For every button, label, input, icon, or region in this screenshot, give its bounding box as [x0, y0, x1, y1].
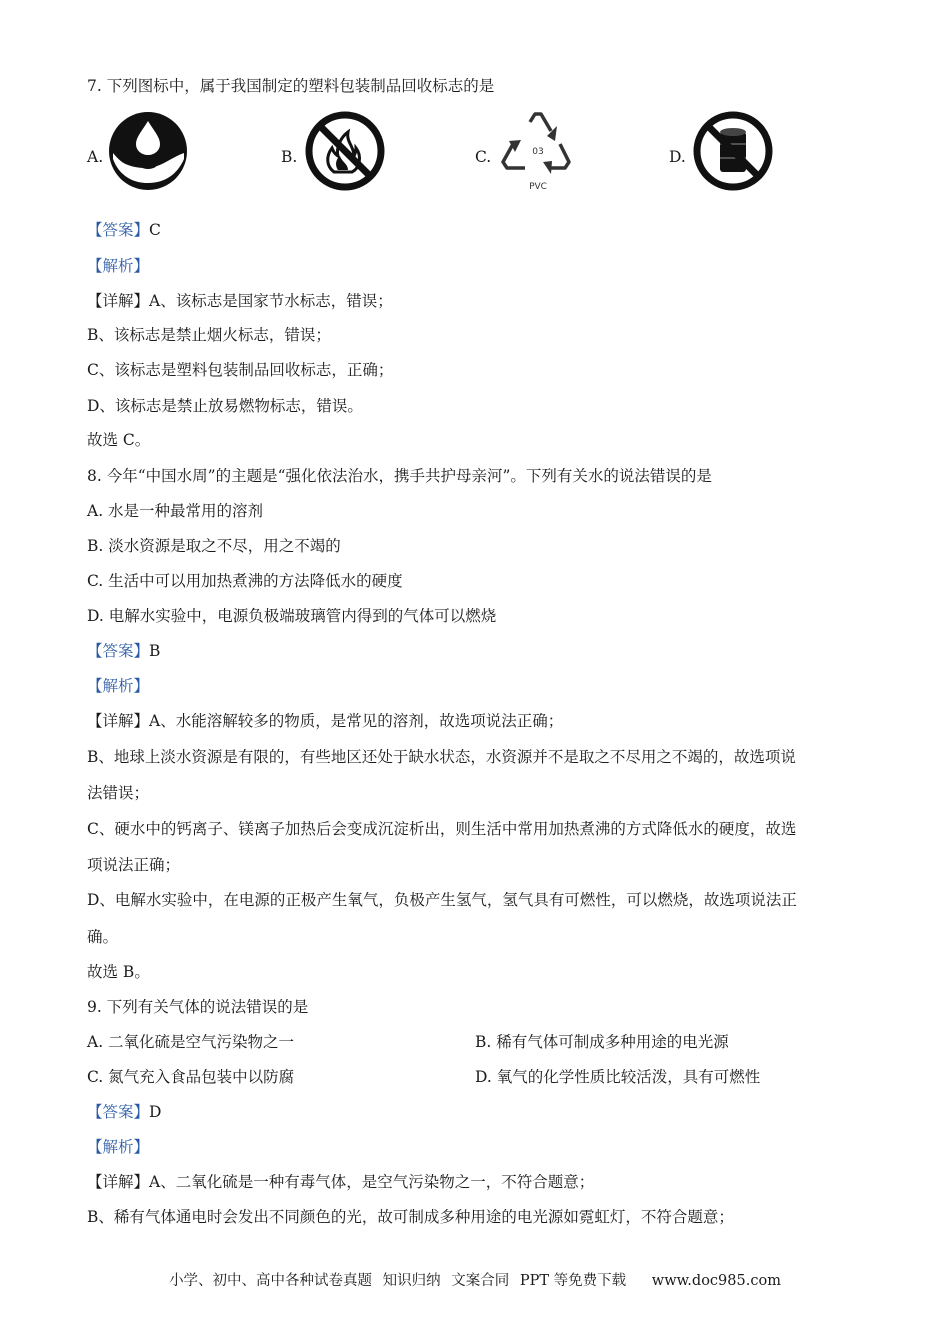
q9-detail-b: B、稀有气体通电时会发出不同颜色的光，故可制成多种用途的电光源如霓虹灯，不符合题意； — [87, 1208, 734, 1226]
footer-text-3: 文案合同 — [451, 1273, 510, 1289]
footer-text-4: PPT 等免费下载 — [519, 1273, 627, 1289]
q7-conclusion: 故选 C。 — [87, 431, 151, 449]
answer-value: B — [149, 642, 161, 660]
water-saving-icon — [108, 111, 188, 191]
q8-detail-d-2: 确。 — [87, 928, 119, 946]
q7-option-a-label: A. — [87, 148, 104, 166]
q7-detail-c: C、该标志是塑料包装制品回收标志，正确； — [87, 361, 394, 379]
q8-detail-d-1: D、电解水实验中，在电源的正极产生氧气，负极产生氢气，氢气具有可燃性，可以燃烧，故选项说法正 — [87, 891, 797, 909]
q9-detail-a — [87, 1172, 594, 1192]
q9-option-b: B. 稀有气体可制成多种用途的电光源 — [475, 1033, 729, 1051]
q8-detail-b-2: 法错误； — [87, 784, 150, 802]
no-fire-icon — [304, 110, 386, 192]
q8-detail-c-1: C、硬水中的钙离子、镁离子加热后会变成沉淀析出，则生活中常用加热煮沸的方式降低水的硬度，故选 — [87, 820, 797, 838]
q9-analysis-tag: 【解析】 — [87, 1138, 150, 1156]
q8-option-c: C. 生活中可以用加热煮沸的方法降低水的硬度 — [87, 572, 403, 590]
q8-option-d: D. 电解水实验中，电源负极端玻璃管内得到的气体可以燃烧 — [87, 607, 497, 625]
detail-text: A、该标志是国家节水标志，错误； — [149, 292, 393, 310]
q7-option-d-label: D. — [669, 148, 686, 166]
q8-answer — [87, 641, 160, 661]
detail-tag: 【详解】 — [87, 1173, 150, 1191]
recycle-label: PVC — [529, 182, 547, 192]
footer-text-1: 小学、初中、高中各种试卷真题 — [169, 1273, 373, 1289]
footer-text-2: 知识归纳 — [382, 1273, 441, 1289]
q9-answer — [87, 1102, 161, 1122]
footer-link[interactable]: www.doc985.com — [651, 1273, 781, 1289]
answer-value: D — [149, 1103, 162, 1121]
q7-stem: 7. 下列图标中，属于我国制定的塑料包装制品回收标志的是 — [87, 77, 495, 95]
q8-detail-c-2: 项说法正确； — [87, 856, 181, 874]
detail-text: A、水能溶解较多的物质，是常见的溶剂，故选项说法正确； — [149, 712, 564, 730]
q8-stem: 8. 今年“中国水周”的主题是“强化依法治水，携手共护母亲河”。下列有关水的说法错误的是 — [87, 467, 712, 485]
detail-tag: 【详解】 — [87, 292, 150, 310]
answer-tag: 【答案】 — [87, 1103, 150, 1121]
q7-answer — [87, 220, 161, 240]
q8-option-a: A. 水是一种最常用的溶剂 — [87, 502, 264, 520]
q8-analysis-tag: 【解析】 — [87, 677, 150, 695]
q9-stem: 9. 下列有关气体的说法错误的是 — [87, 998, 309, 1016]
answer-tag: 【答案】 — [87, 642, 150, 660]
q9-option-a: A. 二氧化硫是空气污染物之一 — [87, 1033, 295, 1051]
no-flammables-icon — [692, 110, 774, 192]
q7-option-b-label: B. — [281, 148, 298, 166]
answer-tag: 【答案】 — [87, 221, 150, 239]
q7-detail-a — [87, 291, 393, 311]
q8-detail-b-1: B、地球上淡水资源是有限的，有些地区还处于缺水状态，水资源并不是取之不尽用之不竭的，故选项说 — [87, 748, 796, 766]
q7-option-c-label: C. — [475, 148, 492, 166]
plastic-recycling-icon — [497, 110, 579, 196]
answer-value: C — [149, 221, 161, 239]
q7-detail-b: B、该标志是禁止烟火标志，错误； — [87, 326, 331, 344]
q8-option-b: B. 淡水资源是取之不尽，用之不竭的 — [87, 537, 341, 555]
detail-text: A、二氧化硫是一种有毒气体，是空气污染物之一，不符合题意； — [149, 1173, 595, 1191]
page-footer — [0, 1269, 950, 1290]
q9-option-c: C. 氮气充入食品包装中以防腐 — [87, 1068, 295, 1086]
q7-detail-d: D、该标志是禁止放易燃物标志，错误。 — [87, 397, 363, 415]
q7-analysis-tag: 【解析】 — [87, 257, 150, 275]
detail-tag: 【详解】 — [87, 712, 150, 730]
q8-detail-a — [87, 711, 563, 731]
q8-conclusion: 故选 B。 — [87, 963, 150, 981]
recycle-number: 03 — [532, 147, 544, 157]
q9-option-d: D. 氧气的化学性质比较活泼，具有可燃性 — [475, 1068, 761, 1086]
